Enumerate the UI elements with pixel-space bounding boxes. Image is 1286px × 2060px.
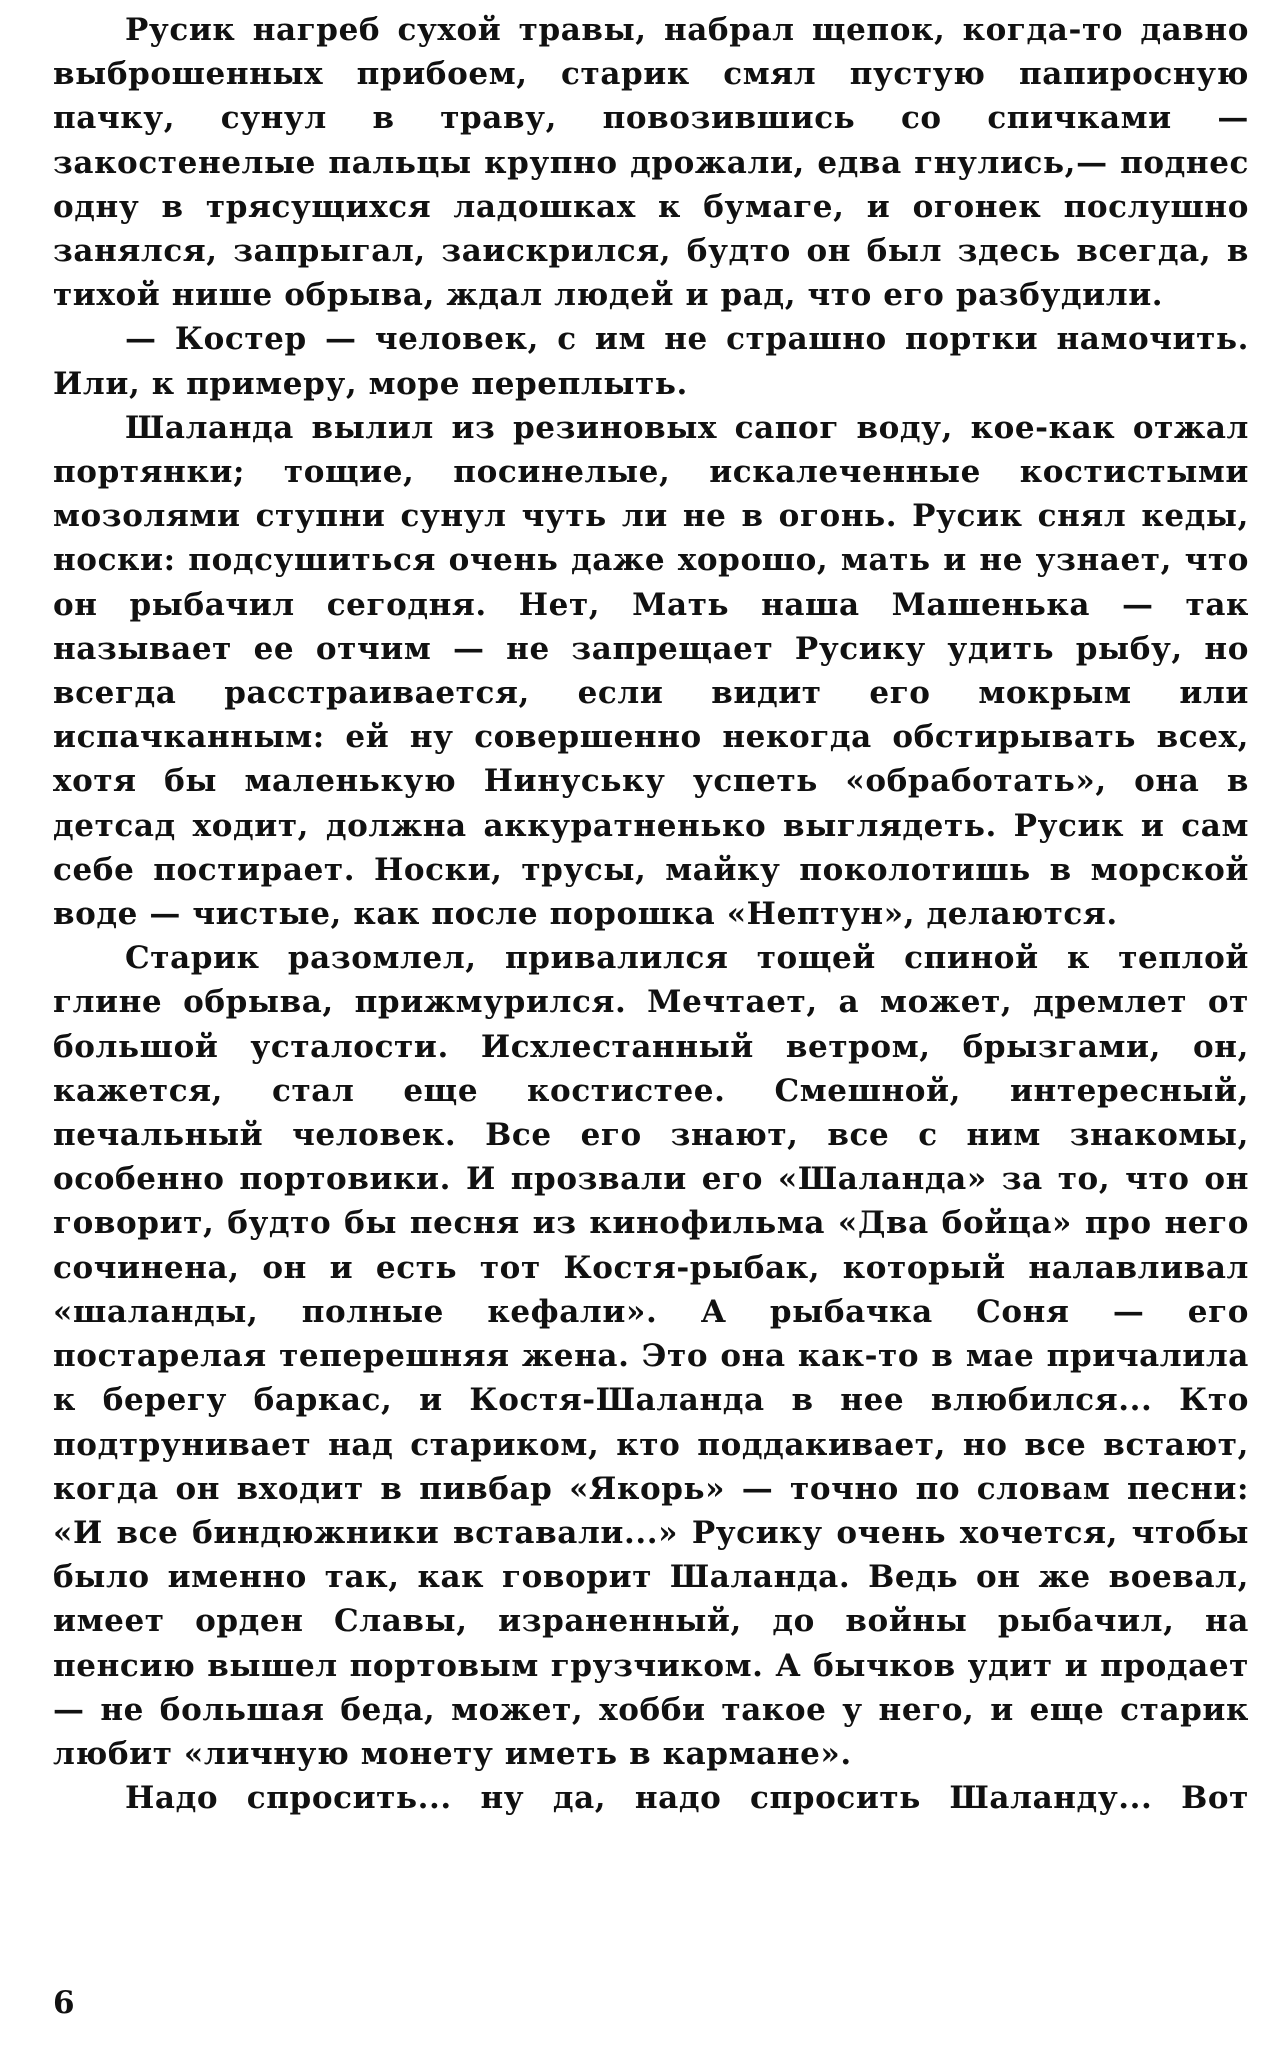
body-text bbox=[53, 8, 1249, 1820]
paragraph-3: Шаланда вылил из резиновых сапог воду, кое-как отжал портянки; тощие, посинелые, искалеченные костистыми мозолями ступни сунул чуть ли не в огонь. Русик снял кеды, носки: подсушиться очень даже хорошо, мать и не узнает, что он рыбачил сегодня. Нет, Мать наша Машенька — так называет ее отчим — не запрещает Русику удить рыбу, но всегда расстраивается, если видит его мокрым или испачканным: ей ну совершенно некогда обстирывать всех, хотя бы маленькую Нинуську успеть «обработать», она в детсад ходит, должна аккуратненько выглядеть. Русик и сам себе постирает. Носки, трусы, майку поколотишь в морской воде — чистые, как после порошка «Нептун», делаются. bbox=[53, 409, 1249, 933]
page-number: 6 bbox=[53, 1985, 75, 2021]
paragraph-2: — Костер — человек, с им не страшно портки намочить. Или, к примеру, море переплыть. bbox=[53, 321, 1249, 402]
paragraph-4: Старик разомлел, привалился тощей спиной к теплой глине обрыва, прижмурился. Мечтает, а может, дремлет от большой усталости. Исхлестанный ветром, брызгами, он, кажется, стал еще костистее. Смешной, интересный, печальный человек. Все его знают, все с ним знакомы, особенно портовики. И прозвали его «Шаланда» за то, что он говорит, будто бы песня из кинофильма «Два бойца» про него сочинена, он и есть тот Костя-рыбак, который налавливал «шаланды, полные кефали». А рыбачка Соня — его постарелая теперешняя жена. Это она как-то в мае причалила к берегу баркас, и Костя-Шаланда в нее влюбился... Кто подтрунивает над стариком, кто поддакивает, но все встают, когда он входит в пивбар «Якорь» — точно по словам песни: «И все биндюжники вставали...» Русику очень хочется, чтобы было именно так, как говорит Шаланда. Ведь он же воевал, имеет орден Славы, израненный, до войны рыбачил, на пенсию вышел портовым грузчиком. А бычков удит и продает — не большая беда, может, хобби такое у него, и еще старик любит «личную монету иметь в кармане». bbox=[53, 940, 1249, 1772]
paragraph-1: Русик нагреб сухой травы, набрал щепок, когда-то давно выброшенных прибоем, старик смял пустую папиросную пачку, сунул в траву, повозившись со спичками — закостенелые пальцы крупно дрожали, едва гнулись,— поднес одну в трясущихся ладошках к бумаге, и огонек послушно занялся, запрыгал, заискрился, будто он был здесь всегда, в тихой нише обрыва, ждал людей и рад, что его разбудили. bbox=[53, 12, 1249, 314]
paragraph-5: Надо спросить... ну да, надо спросить Шаланду... Вот bbox=[125, 1780, 1249, 1817]
